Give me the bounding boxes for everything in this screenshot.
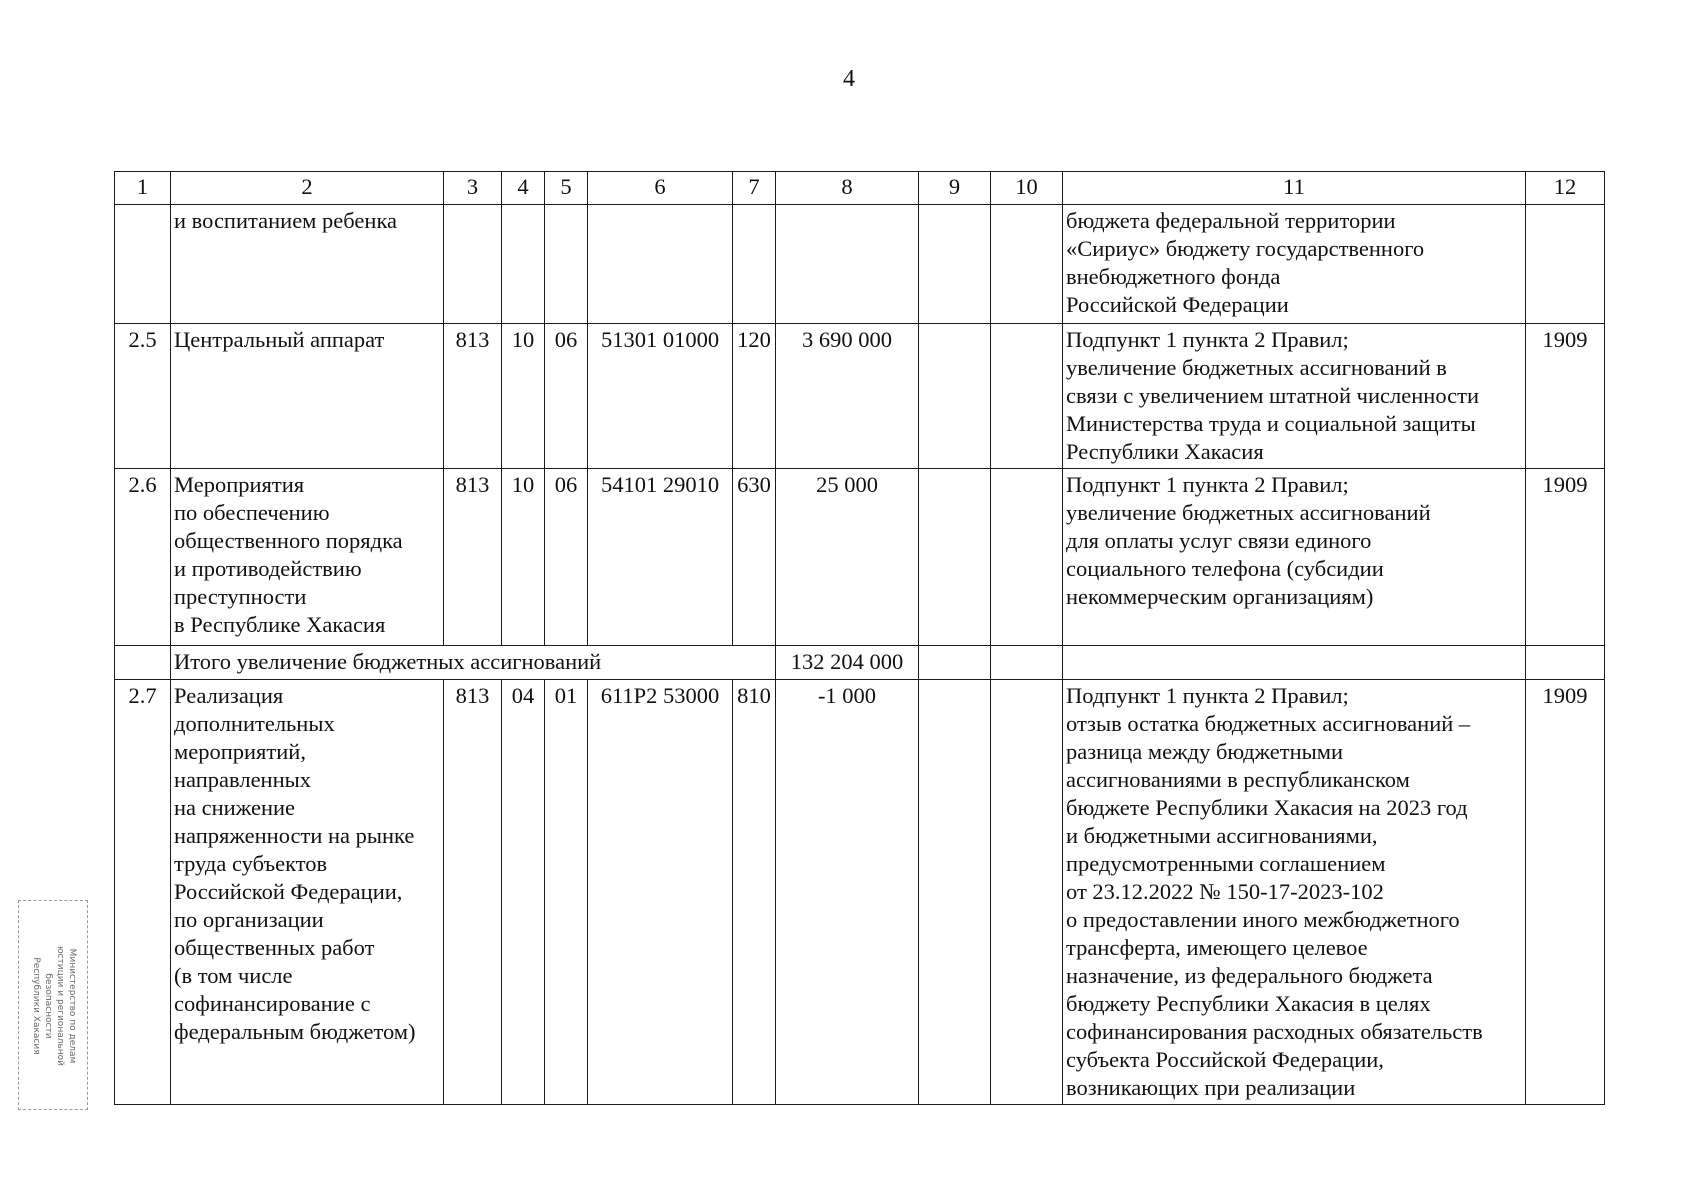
column-header: 11 <box>1063 172 1526 205</box>
table-cell: 54101 29010 <box>588 469 733 646</box>
table-cell: 51301 01000 <box>588 324 733 469</box>
total-amount: 132 204 000 <box>776 646 919 680</box>
column-header: 1 <box>115 172 171 205</box>
amount-cell <box>776 205 919 324</box>
table-cell <box>1526 646 1605 680</box>
column-header: 12 <box>1526 172 1605 205</box>
column-header: 7 <box>733 172 776 205</box>
column-header: 9 <box>919 172 991 205</box>
table-cell: 10 <box>502 469 545 646</box>
table-cell: 120 <box>733 324 776 469</box>
column-header: 3 <box>444 172 502 205</box>
table-cell <box>919 680 991 1105</box>
reason-cell: Подпункт 1 пункта 2 Правил; отзыв остатка бюджетных ассигнований – разница между бюджетными ассигнованиями в республиканском бюджете Республики Хакасия на 2023 год и бюджетными ассигнованиями, предусмотренными соглашением от 23.12.2022 № 150-17-2023-102 о предоставлении иного межбюджетного трансферта, имеющего целевое назначение, из федерального бюджета бюджету Республики Хакасия в целях софинансирования расходных обязательств субъекта Российской Федерации, возникающих при реализации <box>1063 680 1526 1105</box>
reason-cell: Подпункт 1 пункта 2 Правил; увеличение бюджетных ассигнований для оплаты услуг связи единого социального телефона (субсидии некоммерческим организациям) <box>1063 469 1526 646</box>
table-cell <box>991 646 1063 680</box>
reason-cell: бюджета федеральной территории «Сириус» бюджету государственного внебюджетного фонда Российской Федерации <box>1063 205 1526 324</box>
code-cell: 1909 <box>1526 680 1605 1105</box>
registration-stamp <box>18 900 88 1110</box>
amount-cell: 25 000 <box>776 469 919 646</box>
table-cell <box>115 646 171 680</box>
amount-cell: 3 690 000 <box>776 324 919 469</box>
table-cell: 611Р2 53000 <box>588 680 733 1105</box>
table-cell <box>991 680 1063 1105</box>
table-row <box>115 324 1605 469</box>
code-cell: 1909 <box>1526 469 1605 646</box>
code-cell <box>1526 205 1605 324</box>
column-header: 4 <box>502 172 545 205</box>
budget-table <box>114 171 1605 1105</box>
column-header: 2 <box>171 172 444 205</box>
table-cell <box>588 205 733 324</box>
page-number: 4 <box>843 66 855 92</box>
expense-name-cell: Центральный аппарат <box>171 324 444 469</box>
table-cell <box>502 205 545 324</box>
row-number-cell: 2.6 <box>115 469 171 646</box>
table-cell <box>919 469 991 646</box>
table-cell <box>919 646 991 680</box>
code-cell: 1909 <box>1526 324 1605 469</box>
expense-name-cell: Мероприятия по обеспечению общественного порядка и противодействию преступности в Республике Хакасия <box>171 469 444 646</box>
table-row <box>115 205 1605 324</box>
total-row <box>115 646 1605 680</box>
expense-name-cell: и воспитанием ребенка <box>171 205 444 324</box>
table-cell: 01 <box>545 680 588 1105</box>
column-header: 10 <box>991 172 1063 205</box>
table-cell <box>733 205 776 324</box>
table-cell: 813 <box>444 324 502 469</box>
table-cell: 630 <box>733 469 776 646</box>
table-cell: 813 <box>444 469 502 646</box>
expense-name-cell: Реализация дополнительных мероприятий, направленных на снижение напряженности на рынке труда субъектов Российской Федерации, по организации общественных работ (в том числе софинансирование с федеральным бюджетом) <box>171 680 444 1105</box>
table-cell: 06 <box>545 469 588 646</box>
row-number-cell: 2.5 <box>115 324 171 469</box>
table-cell: 810 <box>733 680 776 1105</box>
table-cell: 10 <box>502 324 545 469</box>
amount-cell: -1 000 <box>776 680 919 1105</box>
stamp-text: Министерство по делам юстиции и региональной безопасности Республики Хакасия <box>31 945 77 1067</box>
table-cell <box>919 324 991 469</box>
table-cell: 06 <box>545 324 588 469</box>
table-row <box>115 680 1605 1105</box>
table-cell <box>991 205 1063 324</box>
table-cell <box>919 205 991 324</box>
table-header-row <box>115 172 1605 205</box>
table-cell <box>991 324 1063 469</box>
table-cell <box>991 469 1063 646</box>
table-cell <box>545 205 588 324</box>
table-cell: 04 <box>502 680 545 1105</box>
table-cell <box>1063 646 1526 680</box>
row-number-cell: 2.7 <box>115 680 171 1105</box>
column-header: 6 <box>588 172 733 205</box>
table-cell: 813 <box>444 680 502 1105</box>
table-cell <box>444 205 502 324</box>
reason-cell: Подпункт 1 пункта 2 Правил; увеличение бюджетных ассигнований в связи с увеличением штатной численности Министерства труда и социальной защиты Республики Хакасия <box>1063 324 1526 469</box>
total-label: Итого увеличение бюджетных ассигнований <box>171 646 776 680</box>
column-header: 5 <box>545 172 588 205</box>
row-number-cell <box>115 205 171 324</box>
table-row <box>115 469 1605 646</box>
column-header: 8 <box>776 172 919 205</box>
